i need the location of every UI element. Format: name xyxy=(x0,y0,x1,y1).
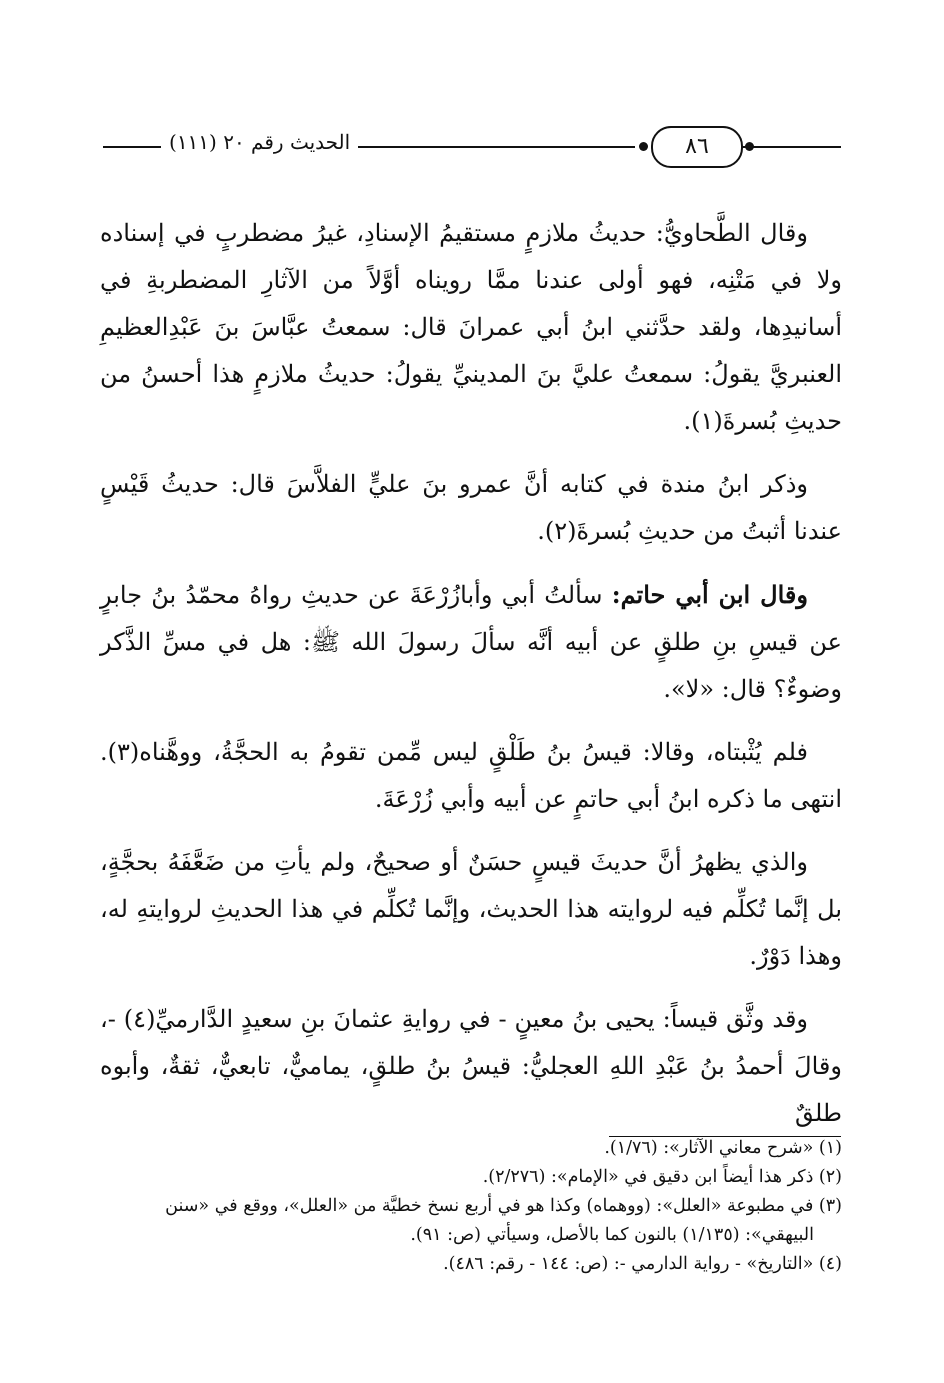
paragraph: وقال الطَّحاويُّ: حديثُ ملازمٍ مستقيمُ الإسنادِ، غيرُ مضطربٍ في إسناده ولا في مَتْنِه، فهو أولى عندنا ممَّا رويناه أوَّلاً من الآثارِ المضطربةِ في أسانيدِها، ولقد حدَّثني ابنُ أبي عمرانَ قال: سمعتُ عبَّاسَ بنَ عَبْدِالعظيمِ العنبريَّ يقولُ: سمعتُ عليَّ بنَ المدينيِّ يقولُ: حديثُ ملازمٍ هذا أحسنُ من حديثِ بُسرةَ(١). xyxy=(100,219,842,435)
footnotes xyxy=(100,1134,842,1279)
paragraph: وذكر ابنُ مندة في كتابه أنَّ عمرو بنَ عليٍّ الفلاَّسَ قال: حديثُ قَيْسٍ عندنا أثبتُ من حديثِ بُسرةَ(٢). xyxy=(100,470,842,545)
paragraph xyxy=(100,571,842,713)
footnote: (٣) في مطبوعة «العلل»: (ووهماه) وكذا هو في أربع نسخ خطيَّة من «العلل»، ووقع في «سنن البيهقي»: (١/١٣٥) بالنون كما بالأصل، وسيأتي (ص: ٩١). xyxy=(165,1196,842,1245)
running-header xyxy=(103,126,841,168)
paragraph-body: سألتُ أبي وأبازُرْعَةَ عن حديثِ رواهُ محمّدُ بنُ جابرٍ عن قيسِ بنِ طلقٍ عن أبيه أنَّه سألَ رسولَ الله ﷺ: هل في مسِّ الذَّكر وضوءٌ؟ قال: «لا». xyxy=(100,581,842,703)
header-rule-right xyxy=(743,146,841,148)
page-number: ٨٦ xyxy=(651,126,743,168)
paragraph: وقد وثَّق قيساً: يحيى بنُ معينٍ - في روايةِ عثمانَ بنِ سعيدٍ الدَّارميِّ(٤) -، وقالَ أحمدُ بنُ عَبْدِ اللهِ العجليُّ: قيسُ بنُ طلقٍ، يماميٌّ، تابعيٌّ، ثقةٌ، وأبوه طلقٌ xyxy=(100,1005,842,1127)
footnote: (٢) ذكر هذا أيضاً ابن دقيق في «الإمام»: (٢/٢٧٦). xyxy=(482,1167,842,1187)
footnote: (١) «شرح معاني الآثار»: (١/٧٦). xyxy=(604,1138,842,1158)
paragraph-lead: وقال ابن أبي حاتم: xyxy=(611,580,808,609)
main-text xyxy=(100,210,842,1153)
paragraph: والذي يظهرُ أنَّ حديثَ قيسٍ حسَنٌ أو صحيحٌ، ولم يأتِ من ضَعَّفَهُ بحجَّةٍ، بل إنَّما تُكلِّم فيه لروايته هذا الحديث، وإنَّما تُكلِّم في هذا الحديثِ لروايتهِ له، وهذا دَوْرٌ. xyxy=(100,848,842,970)
paragraph: فلم يُثْبتاه، وقالا: قيسُ بنُ طَلْقٍ ليس مِّمن تقومُ به الحجَّةُ، ووهَّناه(٣). انتهى ما ذكره ابنُ أبي حاتمٍ عن أبيه وأبي زُرْعَةَ. xyxy=(100,738,842,813)
header-ornament-dot xyxy=(745,142,754,151)
header-title: الحديث رقم ٢٠ (١١١) xyxy=(161,130,358,154)
footnote: (٤) «التاريخ» - رواية الدارمي -: (ص: ١٤٤ - رقم: ٤٨٦). xyxy=(443,1254,842,1274)
header-ornament-dot xyxy=(639,142,648,151)
